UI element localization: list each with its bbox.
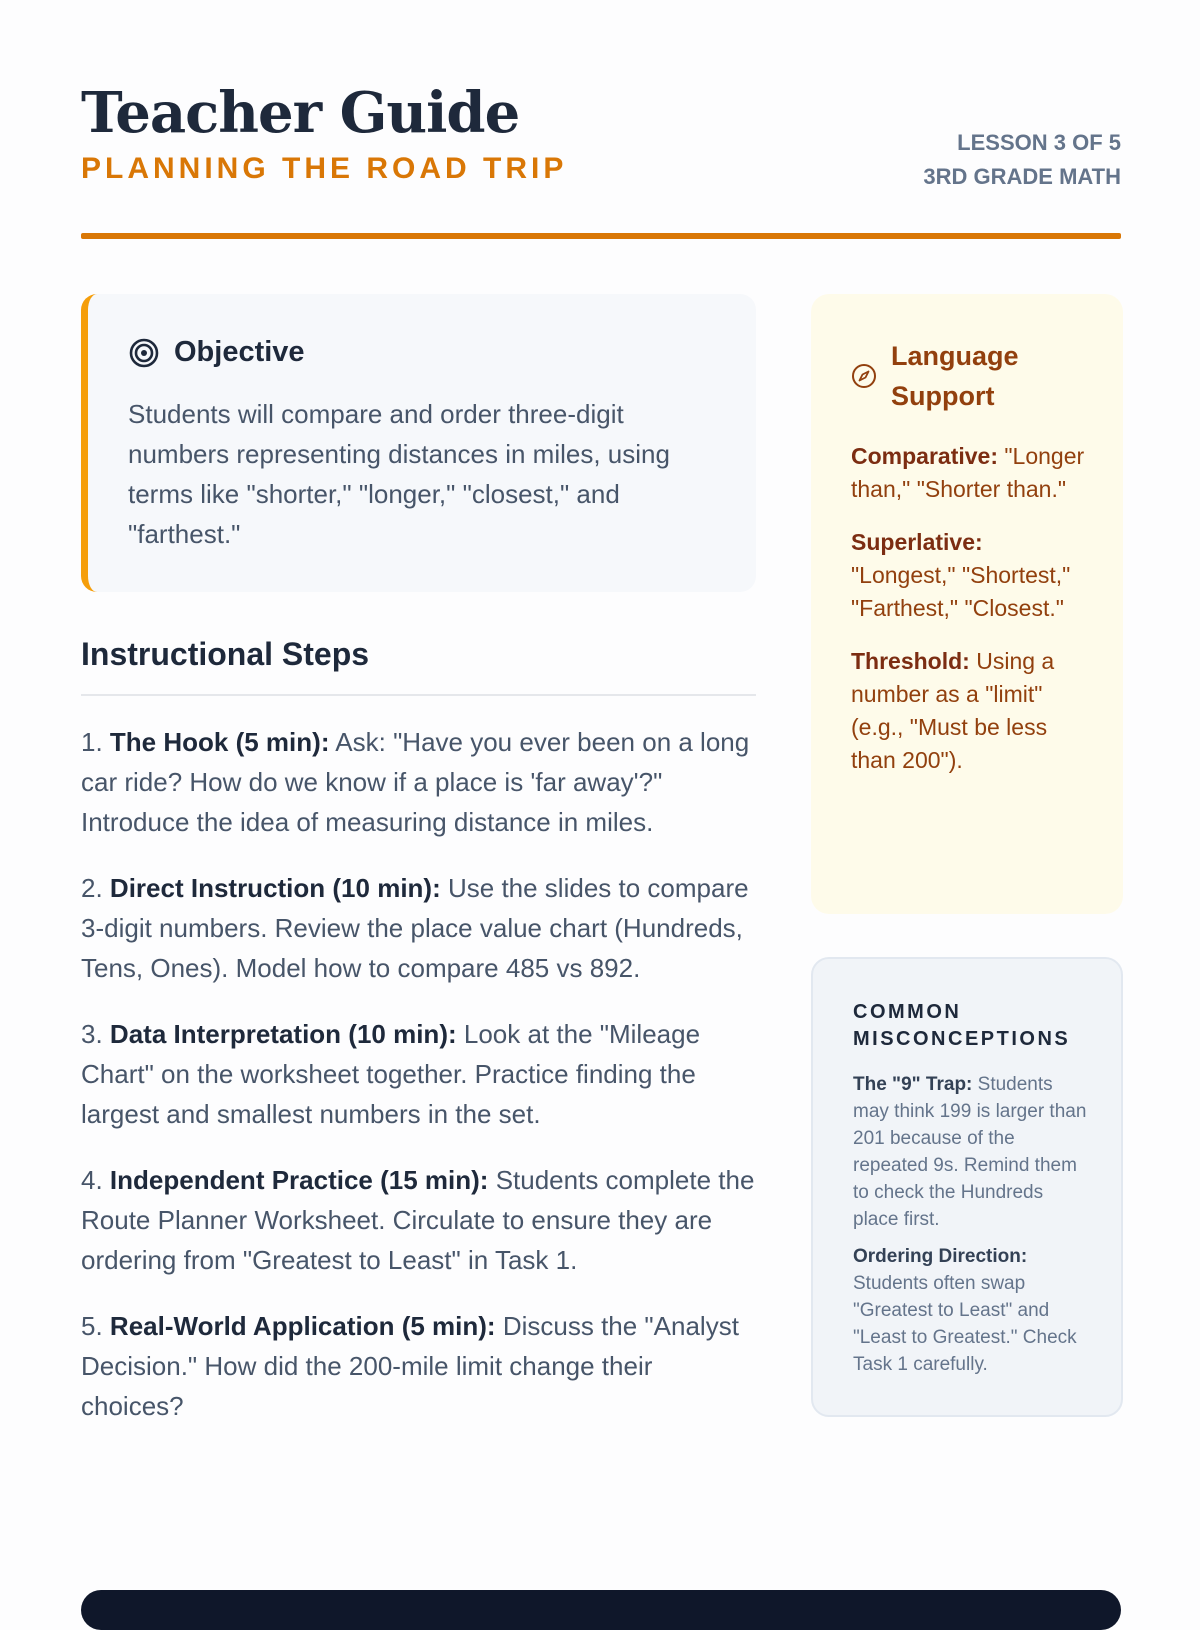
- target-icon: [128, 337, 160, 369]
- step-item: 2. Direct Instruction (10 min): Use the slides to compare 3-digit numbers. Review the place value chart (Hundreds, Tens, Ones). Model how to compare 485 vs 892.: [81, 873, 749, 983]
- objective-header: [128, 336, 305, 369]
- step-item: 1. The Hook (5 min): Ask: "Have you ever been on a long car ride? How do we know if a place is 'far away'?" Introduce the idea of measuring distance in miles.: [81, 727, 750, 837]
- lesson-meta: [923, 126, 1121, 194]
- page-subtitle: PLANNING THE ROAD TRIP: [81, 152, 568, 185]
- compass-icon: [851, 363, 877, 389]
- steps-divider: [81, 694, 756, 696]
- language-support-header: [851, 336, 1093, 416]
- objective-card: [81, 294, 756, 592]
- step-item: 4. Independent Practice (15 min): Students complete the Route Planner Worksheet. Circulate to ensure they are ordering from "Greatest to Least" in Task 1.: [81, 1165, 755, 1275]
- steps-heading: Instructional Steps: [81, 636, 370, 672]
- misconceptions-card: [811, 957, 1123, 1417]
- language-support-card: [811, 294, 1123, 914]
- objective-title: Objective: [174, 336, 305, 368]
- lesson-number: LESSON 3 OF 5: [957, 130, 1121, 155]
- language-item: Superlative: "Longest," "Shortest," "Farthest," "Closest.": [851, 529, 1071, 621]
- misconception-item: Ordering Direction: Students often swap "Greatest to Least" and "Least to Greatest." Check Task 1 carefully.: [853, 1246, 1077, 1375]
- language-support-title: Language Support: [891, 341, 1019, 411]
- steps-list: [81, 722, 761, 1452]
- header: [81, 78, 1121, 238]
- page-title: Teacher Guide: [81, 80, 520, 146]
- objective-text: Students will compare and order three-digit numbers representing distances in miles, using terms like "shorter," "longer," "closest," and "farthest.": [128, 399, 670, 549]
- misconceptions-title: COMMON MISCONCEPTIONS: [853, 1001, 1071, 1050]
- step-item: 3. Data Interpretation (10 min): Look at the "Mileage Chart" on the worksheet together. Practice finding the largest and smallest numbers in the set.: [81, 1019, 701, 1129]
- misconception-item: The "9" Trap: Students may think 199 is larger than 201 because of the repeated 9s. Remind them to check the Hundreds place first.: [853, 1074, 1087, 1230]
- footer-bar: [81, 1590, 1121, 1630]
- header-divider: [81, 233, 1121, 239]
- language-item: Threshold: Using a number as a "limit" (e.g., "Must be less than 200").: [851, 648, 1055, 773]
- language-item: Comparative: "Longer than," "Shorter than.": [851, 443, 1085, 502]
- grade-level: 3RD GRADE MATH: [923, 164, 1121, 189]
- step-item: 5. Real-World Application (5 min): Discuss the "Analyst Decision." How did the 200-mile limit change their choices?: [81, 1311, 739, 1421]
